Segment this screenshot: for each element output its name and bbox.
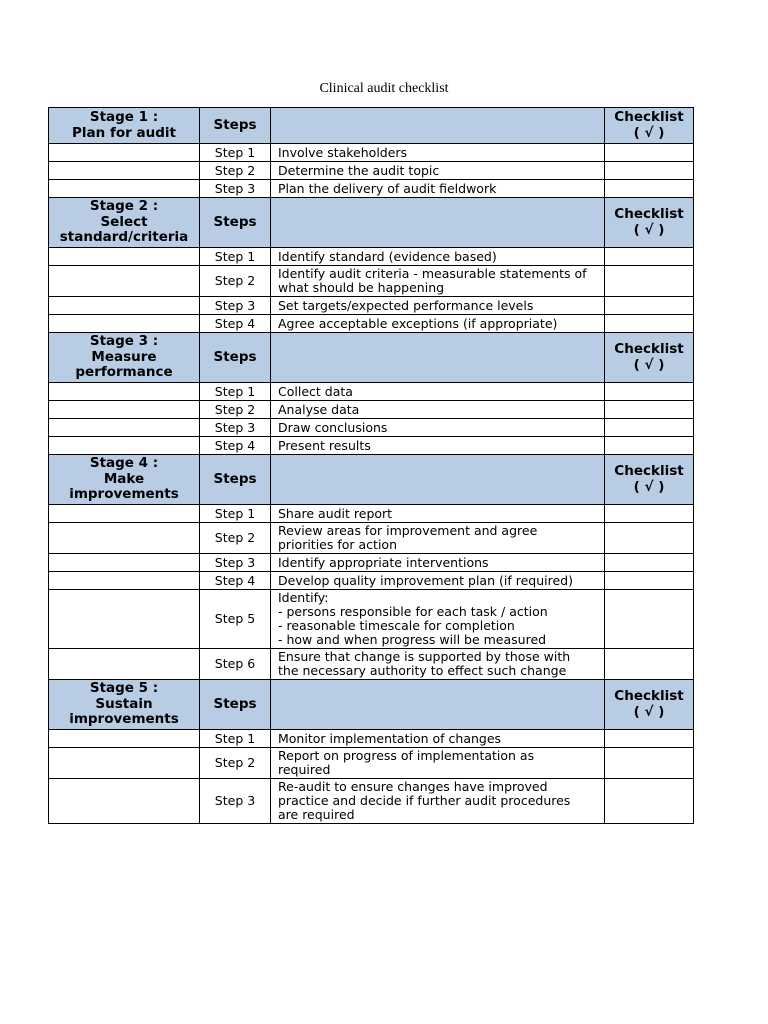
step-description [271,748,605,779]
step-description [271,419,605,437]
audit-checklist-table [48,107,694,824]
step-row [49,180,694,198]
step-description-line: are required [278,807,355,822]
stage-blank-cell [49,523,200,554]
step-description [271,649,605,680]
checklist-tick-cell[interactable] [605,748,694,779]
step-description-line: Determine the audit topic [278,162,440,178]
step-description-line: Involve stakeholders [278,144,408,160]
stage-blank-cell [49,748,200,779]
stage-label [49,198,200,248]
checklist-tick-cell[interactable] [605,266,694,297]
step-row [49,748,694,779]
step-number: Step 2 [200,748,271,779]
description-header [271,680,605,730]
checklist-tick-cell[interactable] [605,144,694,162]
step-number: Step 1 [200,730,271,748]
step-description-line: - how and when progress will be measured [278,632,547,647]
stage-blank-cell [49,248,200,266]
step-number: Step 2 [200,162,271,180]
step-description [271,590,605,649]
checklist-header [605,198,694,248]
stage-header-row [49,333,694,383]
stage-label [49,680,200,730]
step-row [49,437,694,455]
step-row [49,590,694,649]
step-description-line: priorities for action [278,537,397,552]
step-description [271,572,605,590]
checklist-tick-cell[interactable] [605,180,694,198]
checklist-tick-cell[interactable] [605,401,694,419]
step-description [271,180,605,198]
stage-blank-cell [49,730,200,748]
checklist-tick-cell[interactable] [605,419,694,437]
checklist-tick-cell[interactable] [605,523,694,554]
step-row [49,505,694,523]
checklist-tick-cell[interactable] [605,554,694,572]
step-row [49,315,694,333]
checklist-header-line: Checklist [614,688,684,704]
step-description-line: Identify: [278,590,329,605]
step-number: Step 6 [200,649,271,680]
stage-label-line: Sustain [95,695,153,712]
stage-blank-cell [49,779,200,824]
step-number: Step 1 [200,248,271,266]
step-description [271,401,605,419]
step-row [49,248,694,266]
stage-label-line: Stage 1 : [89,109,159,125]
step-row [49,572,694,590]
step-description-line: Review areas for improvement and agree [278,523,538,538]
step-description-line: Report on progress of implementation as [278,748,535,763]
stage-header-row [49,680,694,730]
stage-label-line: Stage 2 : [89,198,159,215]
step-description-line: - reasonable timescale for completion [278,618,515,633]
step-row [49,401,694,419]
stage-blank-cell [49,554,200,572]
steps-header: Steps [200,680,271,730]
checklist-header [605,680,694,730]
step-description [271,554,605,572]
step-number: Step 2 [200,401,271,419]
stage-label-line: Stage 4 : [89,455,159,472]
checklist-tick-cell[interactable] [605,649,694,680]
checklist-header-line: ( √ ) [633,703,665,720]
step-row [49,730,694,748]
step-row [49,266,694,297]
stage-label [49,455,200,505]
step-description-line: what should be happening [278,280,445,295]
step-description [271,437,605,455]
step-description [271,248,605,266]
stage-blank-cell [49,297,200,315]
stage-label-line: Measure [91,348,157,365]
step-number: Step 4 [200,437,271,455]
step-description-line: Monitor implementation of changes [278,730,502,746]
step-row [49,144,694,162]
step-description [271,779,605,824]
stage-blank-cell [49,649,200,680]
step-number: Step 3 [200,297,271,315]
step-number: Step 1 [200,144,271,162]
step-number: Step 3 [200,419,271,437]
step-row [49,419,694,437]
step-row [49,523,694,554]
stage-blank-cell [49,590,200,649]
checklist-tick-cell[interactable] [605,730,694,748]
stage-header-row [49,455,694,505]
step-description-line: Re-audit to ensure changes have improved [278,779,548,794]
checklist-header-line: Checklist [614,206,684,222]
step-description-line: practice and decide if further audit procedures [278,793,571,808]
stage-header-row [49,108,694,144]
stage-blank-cell [49,266,200,297]
step-description-line: required [278,762,331,777]
stage-label [49,333,200,383]
checklist-tick-cell[interactable] [605,505,694,523]
step-description-line: - persons responsible for each task / action [278,604,548,619]
step-number: Step 3 [200,180,271,198]
steps-header: Steps [200,333,271,383]
stage-blank-cell [49,505,200,523]
step-number: Step 2 [200,266,271,297]
checklist-tick-cell[interactable] [605,437,694,455]
step-description [271,523,605,554]
checklist-header-line: Checklist [614,341,684,357]
step-row [49,779,694,824]
description-header [271,198,605,248]
description-header [271,455,605,505]
checklist-tick-cell[interactable] [605,590,694,649]
stage-blank-cell [49,401,200,419]
step-row [49,554,694,572]
step-number: Step 4 [200,572,271,590]
step-description-line: Ensure that change is supported by those with [278,649,571,664]
step-description-line: Identify standard (evidence based) [278,248,497,264]
checklist-tick-cell[interactable] [605,315,694,333]
stage-blank-cell [49,162,200,180]
step-description-line: Analyse data [278,401,360,417]
checklist-tick-cell[interactable] [605,383,694,401]
step-description [271,297,605,315]
step-description [271,144,605,162]
stage-blank-cell [49,419,200,437]
checklist-tick-cell[interactable] [605,162,694,180]
stage-blank-cell [49,383,200,401]
description-header [271,333,605,383]
document-title: Clinical audit checklist [319,81,449,96]
checklist-header-line: ( √ ) [633,124,665,141]
step-number: Step 3 [200,779,271,824]
stage-blank-cell [49,437,200,455]
step-description-line: Develop quality improvement plan (if required) [278,572,573,588]
stage-label-line: improvements [69,711,179,728]
stage-label-line: Select [100,213,148,230]
step-description-line: Identify audit criteria - measurable statements of [278,266,587,281]
stage-label-line: Plan for audit [72,124,176,141]
checklist-header [605,108,694,144]
stage-blank-cell [49,315,200,333]
checklist-tick-cell[interactable] [605,248,694,266]
step-description-line: Plan the delivery of audit fieldwork [278,180,497,196]
stage-blank-cell [49,180,200,198]
step-description [271,266,605,297]
step-number: Step 3 [200,554,271,572]
stage-blank-cell [49,572,200,590]
stage-label-line: Stage 5 : [89,680,159,697]
checklist-header-line: Checklist [614,463,684,479]
stage-label-line: Make [103,470,145,487]
steps-header: Steps [200,108,271,144]
checklist-header-line: ( √ ) [633,478,665,495]
step-description-line: Share audit report [278,505,393,521]
step-number: Step 5 [200,590,271,649]
step-description-line: Identify appropriate interventions [278,554,489,570]
step-row [49,383,694,401]
step-description-line: Collect data [278,383,353,399]
step-description-line: Agree acceptable exceptions (if appropriate) [278,315,558,331]
checklist-header-line: ( √ ) [633,356,665,373]
step-description [271,162,605,180]
step-description-line: Set targets/expected performance levels [278,297,534,313]
step-description [271,505,605,523]
stage-label-line: performance [75,364,173,381]
stage-header-row [49,198,694,248]
steps-header: Steps [200,455,271,505]
stage-blank-cell [49,144,200,162]
step-description-line: Draw conclusions [278,419,388,435]
stage-label-line: standard/criteria [59,229,189,246]
checklist-tick-cell[interactable] [605,297,694,315]
step-description [271,315,605,333]
step-row [49,297,694,315]
step-number: Step 4 [200,315,271,333]
checklist-header-line: Checklist [614,109,684,125]
checklist-header [605,333,694,383]
steps-header: Steps [200,198,271,248]
checklist-header [605,455,694,505]
step-row [49,649,694,680]
stage-label-line: improvements [69,486,179,503]
step-description [271,730,605,748]
step-description-line: Present results [278,437,371,453]
stage-label-line: Stage 3 : [89,333,159,350]
checklist-tick-cell[interactable] [605,779,694,824]
step-row [49,162,694,180]
step-number: Step 1 [200,383,271,401]
step-number: Step 1 [200,505,271,523]
stage-label [49,108,200,144]
checklist-header-line: ( √ ) [633,221,665,238]
step-description [271,383,605,401]
checklist-tick-cell[interactable] [605,572,694,590]
step-description-line: the necessary authority to effect such change [278,663,567,678]
step-number: Step 2 [200,523,271,554]
description-header [271,108,605,144]
